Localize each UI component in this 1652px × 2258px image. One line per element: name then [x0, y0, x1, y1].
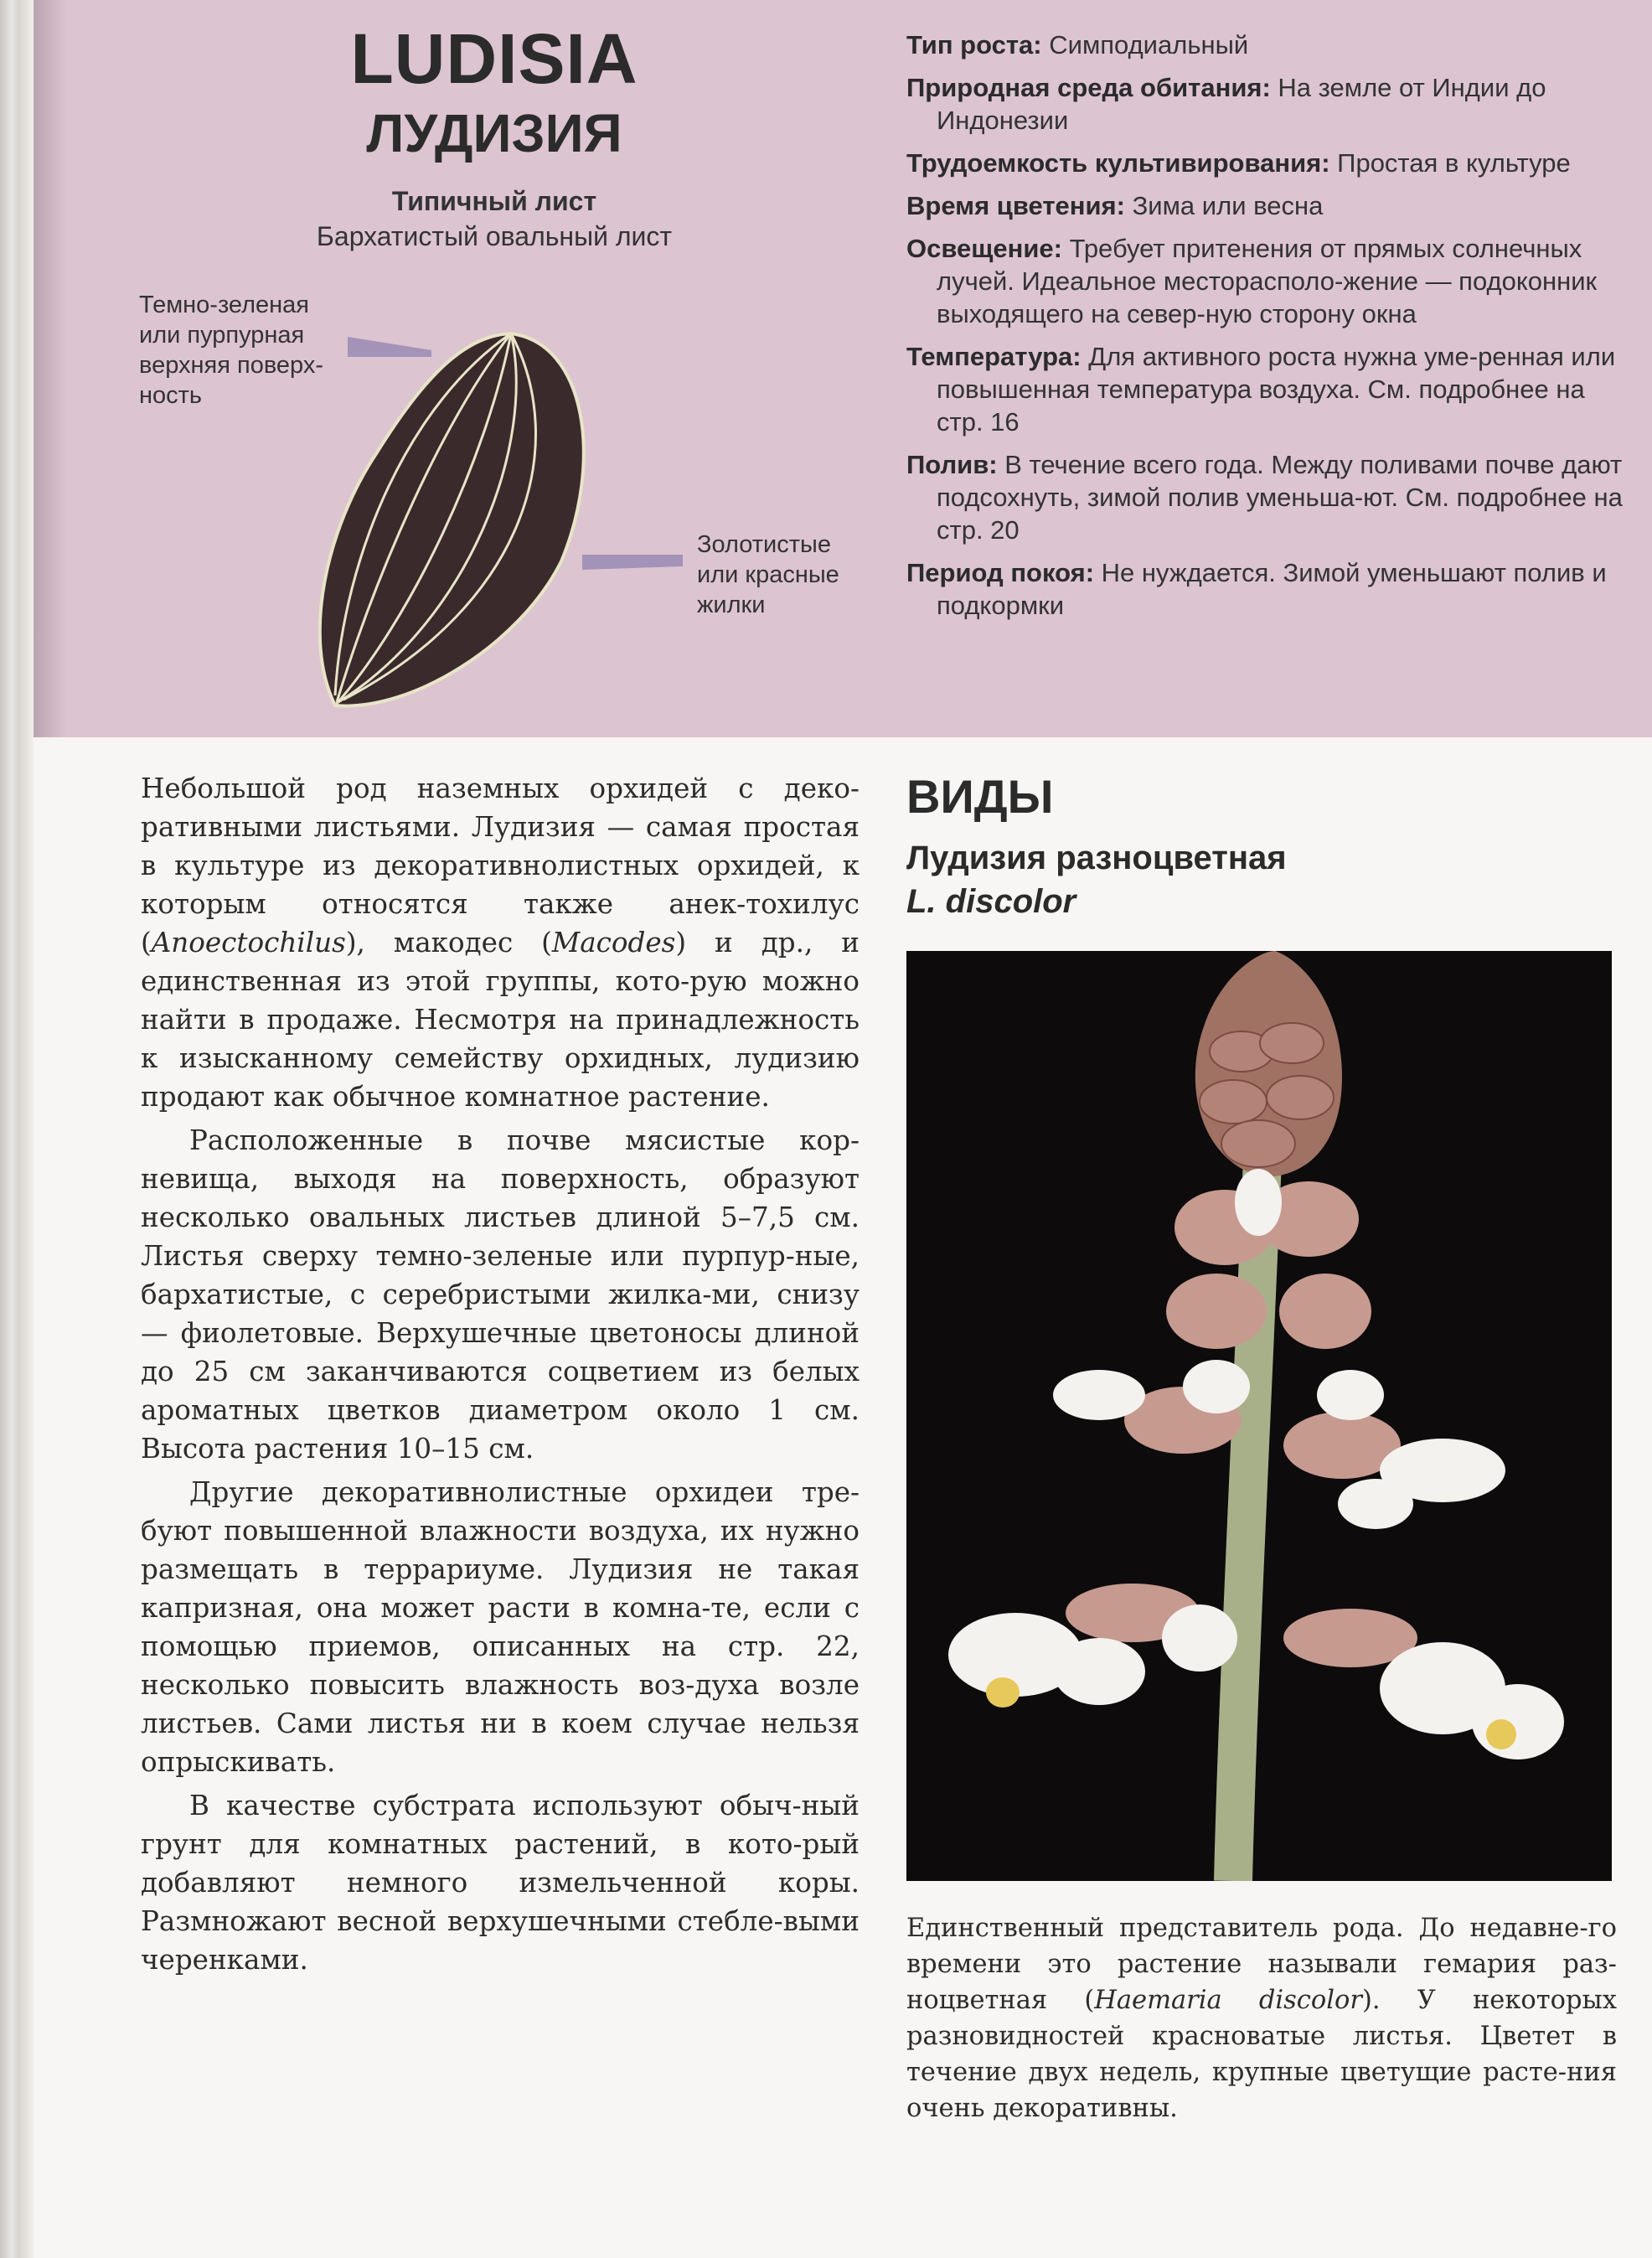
- facts-list: [906, 28, 1635, 632]
- species-heading: ВИДЫ: [906, 770, 1054, 823]
- body-text: [141, 769, 860, 1984]
- orchid-illustration: [906, 951, 1612, 1881]
- leaf-diagram-heading: Типичный лист: [391, 186, 597, 216]
- body-paragraph-4: В качестве субстрата используют обыч-ный грунт для комнатных растений, в кото-рый добавляют немного измельченной коры. Размножают весной верхушечными стебле-выми черенками.: [141, 1790, 860, 1976]
- pointer-upper: [348, 337, 431, 357]
- title-russian: ЛУДИЗИЯ: [366, 103, 622, 163]
- fact-habitat: Природная среда обитания: На земле от Индии до Индонезии: [906, 73, 1546, 135]
- leaf-illustration: [310, 318, 695, 721]
- body-paragraph-1: Небольшой род наземных орхидей с деко-ративными листьями. Лудизия — самая простая в культуре из декоративнолистных орхидей, к которым относятся также анек-тохилус (Anoectochilus), макодес (Macodes) и др., и единственная из этой группы, кото-рую можно найти в продаже. Несмотря на принадлежность к изысканному семейству орхидных, лудизию продают как обычное комнатное растение.: [141, 772, 860, 1113]
- pointer-veins: [582, 555, 683, 570]
- leaf-diagram-subheading: Бархатистый овальный лист: [316, 221, 673, 251]
- book-binding: [0, 0, 34, 2258]
- body-paragraph-2: Расположенные в почве мясистые кор-невища, выходя на поверхность, образуют несколько овальных листьев длиной 5–7,5 см. Листья сверху темно-зеленые или пурпур-ные, бархатистые, с серебристыми жилка-ми, снизу — фиолетовые. Верхушечные цветоносы длиной до 25 см заканчиваются соцветием из белых ароматных цветков диаметром около 1 см. Высота растения 10–15 см.: [141, 1124, 860, 1465]
- body-paragraph-3: Другие декоративнолистные орхидеи тре-буют повышенной влажности воздуха, их нужно размещать в террариуме. Лудизия не такая капризная, она может расти в комна-те, если с помощью приемов, описанных на стр. 22, несколько повысить влажность воз-духа возле листьев. Сами листья ни в коем случае нельзя опрыскивать.: [141, 1476, 860, 1778]
- species-latin: L. discolor: [906, 883, 1076, 920]
- title-latin: LUDISIA: [350, 19, 638, 98]
- fact-difficulty: Трудоемкость культивирования: Простая в культуре: [906, 148, 1571, 178]
- callout-veins: Золотистые или красные жилки: [697, 531, 839, 618]
- species-name: Лудизия разноцветная: [906, 840, 1287, 876]
- fact-watering: Полив: В течение всего года. Между поливами почве дают подсохнуть, зимой полив уменьша-ют. См. подробнее на стр. 20: [906, 450, 1623, 545]
- fact-temperature: Температура: Для активного роста нужна уме-ренная или повышенная температура воздуха. См. подробнее на стр. 16: [906, 342, 1616, 437]
- species-caption: Единственный представитель рода. До недавне-го времени это растение называли гемария раз-ноцветная (Haemaria discolor). У некоторых разновидностей красноватые листья. Цветет в течение двух недель, крупные цветущие расте-ния очень декоративны.: [906, 1914, 1617, 2123]
- fact-rest-period: Период покоя: Не нуждается. Зимой уменьшают полив и подкормки: [906, 558, 1607, 620]
- fact-flowering-time: Время цветения: Зима или весна: [906, 191, 1324, 220]
- fact-growth-type: Тип роста: Симподиальный: [906, 30, 1249, 59]
- orchid-photo: [906, 951, 1612, 1881]
- fact-lighting: Освещение: Требует притенения от прямых солнечных лучей. Идеальное месторасполо-жение — подоконник выходящего на север-ную сторону окна: [906, 234, 1598, 328]
- callout-upper-surface: Темно-зеленая или пурпурная верхняя поверх- ность: [139, 292, 323, 409]
- header-band-shadow: [34, 0, 67, 737]
